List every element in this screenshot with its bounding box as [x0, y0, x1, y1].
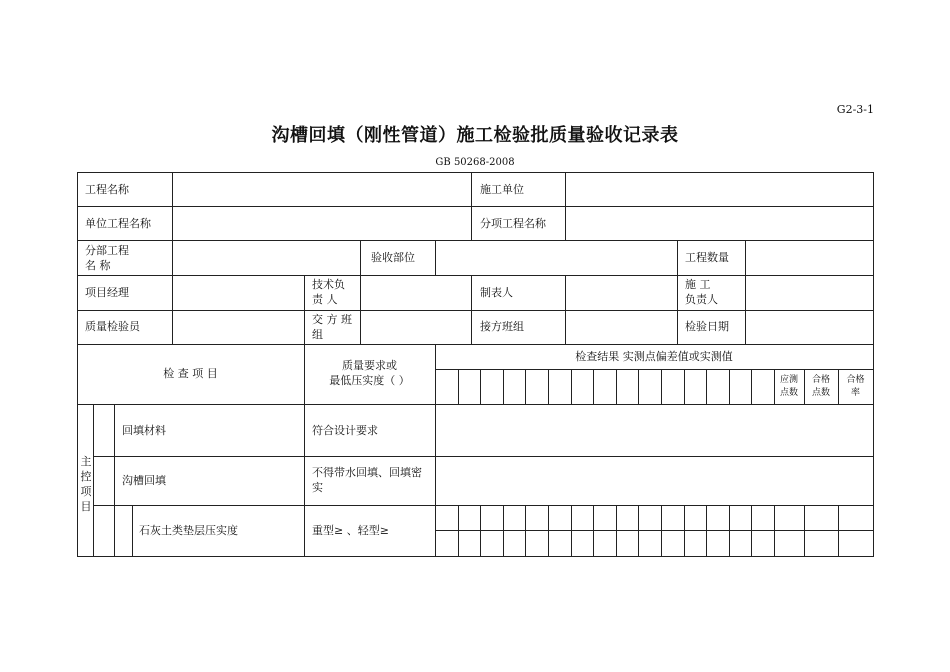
sub-item-project-name-label: 分项工程名称 — [480, 217, 546, 230]
table-line — [77, 310, 873, 311]
table-line — [593, 369, 594, 404]
requirement-header: 最低压实度（ ） — [329, 374, 410, 387]
table-line — [873, 172, 874, 557]
project-quantity-label: 工程数量 — [685, 251, 729, 264]
division-project-label: 分部工程 — [85, 244, 129, 257]
acceptance-part-label: 验收部位 — [371, 251, 415, 264]
table-line — [638, 369, 639, 404]
table-line — [751, 369, 752, 404]
table-line — [548, 505, 549, 557]
table-line — [77, 172, 78, 557]
table-line — [114, 404, 115, 557]
inspection-item: 石灰土类垫层压实度 — [139, 524, 238, 537]
inspection-requirement: 不得带水回填、回填密 — [312, 466, 422, 479]
points-header: 应测 — [779, 375, 798, 385]
table-line — [729, 505, 730, 557]
table-line — [471, 275, 472, 344]
table-line — [480, 505, 481, 557]
table-line — [304, 275, 305, 344]
table-line — [774, 505, 775, 557]
table-line — [548, 369, 549, 404]
points-header: 点数 — [779, 388, 798, 398]
table-line — [729, 369, 730, 404]
table-line — [360, 240, 361, 275]
acceptance-record-table — [77, 172, 873, 557]
table-line — [751, 505, 752, 557]
table-line — [503, 505, 504, 557]
table-line — [77, 275, 873, 276]
table-line — [458, 505, 459, 557]
construction-lead-label: 负责人 — [685, 293, 718, 306]
table-line — [638, 505, 639, 557]
table-line — [471, 172, 472, 240]
inspection-requirement: 符合设计要求 — [312, 424, 378, 437]
table-line — [435, 344, 436, 557]
table-line — [77, 344, 873, 345]
table-line — [435, 240, 436, 275]
table-line — [77, 556, 873, 557]
tech-lead-label: 责 人 — [312, 293, 338, 306]
table-line — [571, 369, 572, 404]
table-line — [571, 505, 572, 557]
table-line — [77, 404, 873, 405]
table-line — [616, 369, 617, 404]
unit-project-name-label: 单位工程名称 — [85, 217, 151, 230]
table-line — [458, 369, 459, 404]
table-line — [93, 404, 94, 557]
table-line — [745, 240, 746, 344]
requirement-header: 质量要求或 — [342, 359, 397, 372]
table-line — [593, 505, 594, 557]
table-line — [525, 369, 526, 404]
table-line — [838, 505, 839, 557]
table-line — [661, 505, 662, 557]
inspection-item: 沟槽回填 — [122, 474, 166, 487]
pass-rate-header: 率 — [850, 388, 860, 398]
takeover-shift-label: 接方班组 — [480, 320, 524, 333]
pass-points-header: 合格 — [811, 375, 830, 385]
handover-shift-label: 组 — [312, 328, 323, 341]
table-line — [93, 456, 873, 457]
inspection-items-header: 检 查 项 目 — [163, 367, 218, 380]
inspection-date-label: 检验日期 — [685, 320, 729, 333]
table-line — [525, 505, 526, 557]
inspection-requirement: 重型≥ 、轻型≥ — [312, 524, 389, 537]
table-line — [565, 172, 566, 240]
form-code: G2-3-1 — [836, 103, 874, 116]
handover-shift-label: 交 方 班 — [312, 313, 352, 326]
table-line — [360, 275, 361, 344]
division-project-label: 名 称 — [85, 259, 111, 272]
tech-lead-label: 技术负 — [312, 278, 345, 291]
table-line — [677, 240, 678, 344]
pass-points-header: 点数 — [811, 388, 830, 398]
inspection-item: 回填材料 — [122, 424, 166, 437]
table-line — [77, 240, 873, 241]
table-line — [804, 505, 805, 557]
prepared-by-label: 制表人 — [480, 286, 513, 299]
construction-unit-label: 施工单位 — [480, 183, 524, 196]
pass-rate-header: 合格 — [846, 375, 865, 385]
table-line — [435, 530, 873, 531]
inspection-requirement: 实 — [312, 481, 323, 494]
project-manager-label: 项目经理 — [85, 286, 129, 299]
construction-lead-label: 施 工 — [685, 278, 711, 291]
table-line — [435, 369, 873, 370]
table-line — [480, 369, 481, 404]
table-line — [706, 369, 707, 404]
table-line — [503, 369, 504, 404]
form-title: 沟槽回填（刚性管道）施工检验批质量验收记录表 — [271, 125, 679, 146]
table-line — [565, 275, 566, 344]
standard-code: GB 50268-2008 — [435, 157, 515, 168]
table-line — [132, 505, 133, 557]
table-line — [172, 240, 173, 344]
table-line — [77, 172, 873, 173]
project-name-label: 工程名称 — [85, 183, 129, 196]
table-line — [661, 369, 662, 404]
quality-inspector-label: 质量检验员 — [85, 320, 140, 333]
results-header: 检查结果 实测点偏差值或实测值 — [575, 350, 733, 363]
main-control-label: 主控项目 — [80, 455, 92, 513]
table-line — [684, 369, 685, 404]
table-line — [616, 505, 617, 557]
table-line — [684, 505, 685, 557]
table-line — [93, 505, 873, 506]
table-line — [77, 206, 873, 207]
table-line — [172, 172, 173, 240]
table-line — [706, 505, 707, 557]
